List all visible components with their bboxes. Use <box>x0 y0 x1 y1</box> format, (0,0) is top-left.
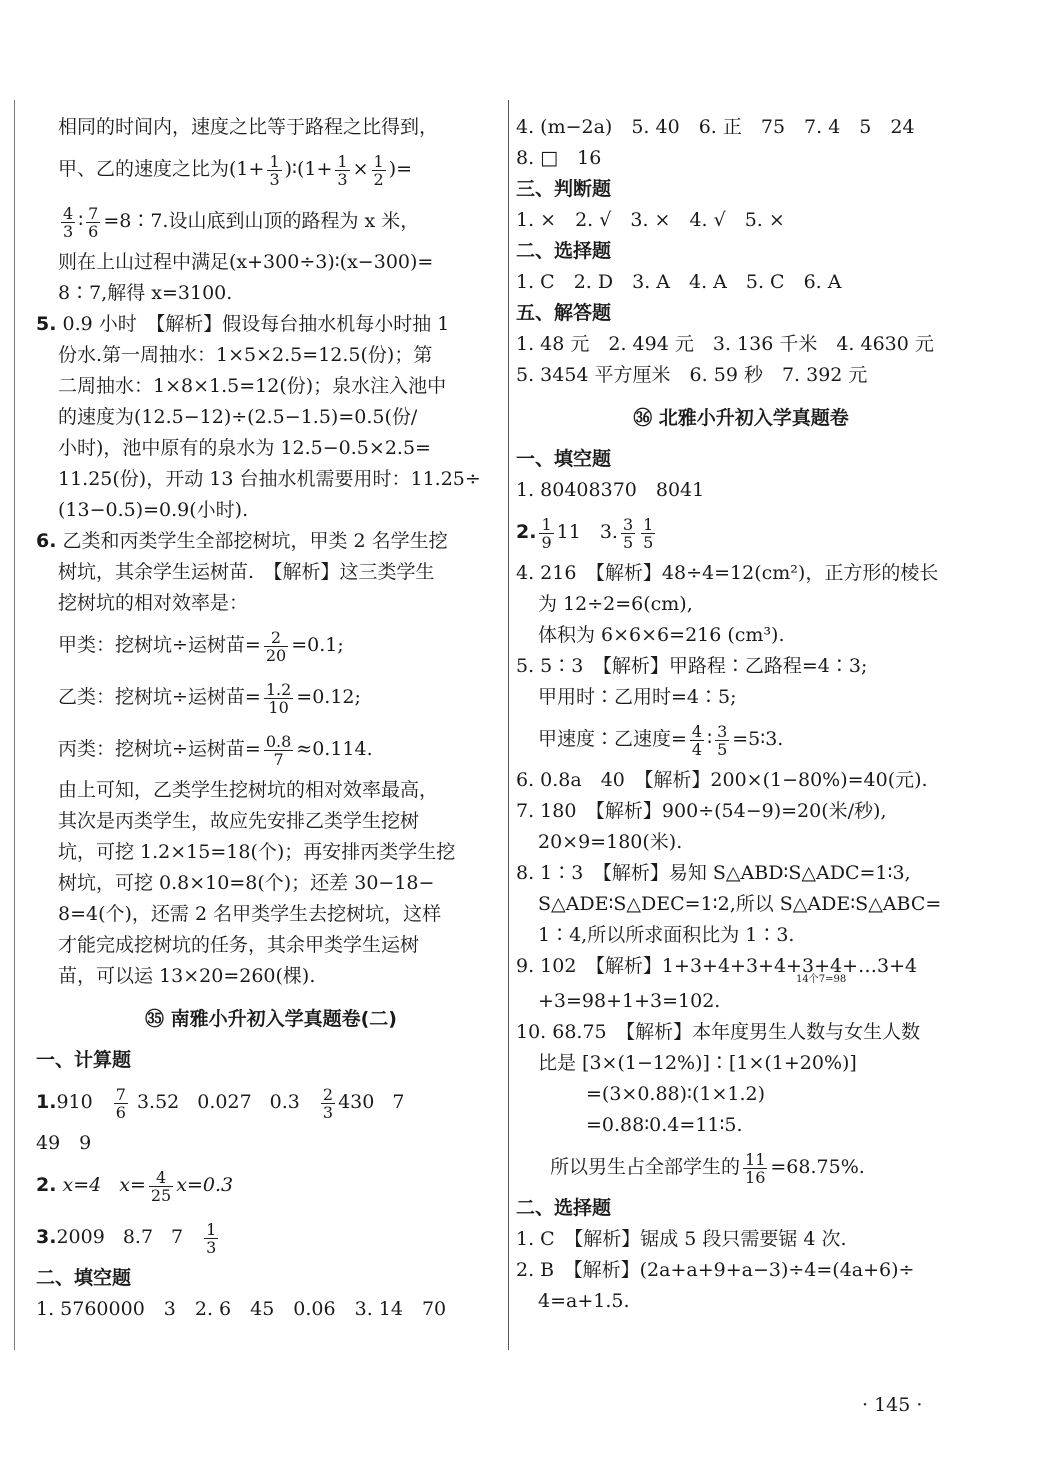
text-line: 丙类：挖树坑÷运树苗= $\frac{0.8}{7}$ ≈0.114. <box>58 731 373 769</box>
text-line: 相同的时间内，速度之比等于路程之比得到， <box>58 116 439 138</box>
fill-1: 1. 80408370 8041 <box>516 479 705 501</box>
calc-3: 3.2009 8.7 7 $\frac{1}{3}$ <box>36 1219 217 1257</box>
heading-fill: 一、填空题 <box>516 448 612 470</box>
fraction: $\frac{3}{5}$ <box>622 514 634 552</box>
text-line: 8=4(个)，还需 2 名甲类学生去挖树坑，这样 <box>58 903 442 925</box>
text-line: 坑，可挖 1.2×15=18(个)；再安排丙类学生挖 <box>58 841 456 863</box>
fill-9: 9. 102 【解析】1+3+4+3+4+3+4+…3+4 <box>516 955 918 977</box>
heading-answer: 五、解答题 <box>516 302 612 324</box>
text-line: S△ADE∶S△DEC=1∶2,所以 S△ADE∶S△ABC= <box>538 893 942 915</box>
text-line: 其次是丙类学生，故应先安排乙类学生挖树 <box>58 810 420 832</box>
left-margin-rule <box>14 100 15 1350</box>
right-column <box>516 112 966 1317</box>
judge-answers: 1. × 2. √ 3. × 4. √ 5. × <box>516 209 785 231</box>
page-number: · 145 · <box>862 1394 923 1416</box>
text-line: 树坑，可挖 0.8×10=8(个)；还差 30−18− <box>58 872 435 894</box>
text-line: 的速度为(12.5−12)÷(2.5−1.5)=0.5(份/ <box>58 406 418 428</box>
text-line: 乙类：挖树坑÷运树苗= $\frac{1.2}{10}$ =0.12; <box>58 679 361 717</box>
choice-1: 1. C 【解析】锯成 5 段只需要锯 4 次. <box>516 1228 847 1250</box>
heading-choice-2: 二、选择题 <box>516 1197 612 1219</box>
text-line: 苗，可以运 13×20=260(棵). <box>58 965 316 987</box>
fraction: $\frac{3}{5}$ <box>717 721 728 759</box>
fraction: $\frac{4}{4}$ <box>691 721 703 759</box>
question-5: 5. 0.9 小时 【解析】假设每台抽水机每小时抽 1 <box>36 313 450 335</box>
fill-1: 1. 5760000 3 2. 6 45 0.06 3. 14 70 <box>36 1298 447 1320</box>
text-line: 树坑，其余学生运树苗. 【解析】这三类学生 <box>58 561 435 583</box>
fraction: $\frac{4}{3}$ <box>63 203 74 241</box>
fraction: $\frac{1}{3}$ <box>269 151 280 189</box>
text-line: (13−0.5)=0.9(小时). <box>58 499 249 521</box>
text-line: 所以男生占全部学生的 $\frac{11}{16}$ =68.75%. <box>550 1149 865 1187</box>
choice-answers: 1. C 2. D 3. A 4. A 5. C 6. A <box>516 271 842 293</box>
brace-note: 14个7=98 <box>796 974 847 985</box>
text-line: 8∶7,解得 x=3100. <box>58 282 233 304</box>
fill-10: 10. 68.75 【解析】本年度男生人数与女生人数 <box>516 1021 921 1043</box>
text-line: =0.88∶0.4=11∶5. <box>586 1114 743 1136</box>
fraction: $\frac{7}{6}$ <box>88 203 99 241</box>
fraction: $\frac{1}{2}$ <box>373 151 384 189</box>
text-line: 为 12÷2=6(cm), <box>538 593 693 615</box>
text-line: 甲类：挖树坑÷运树苗= $\frac{2}{20}$ =0.1; <box>58 627 344 665</box>
calc-2: 2. x=4 x= $\frac{4}{25}$ x=0.3 <box>36 1167 234 1205</box>
fill-2: 2. $\frac{1}{9}$ 11 3. $\frac{3}{5}$ $\frac{1}{5}$ <box>516 514 654 552</box>
fill-5: 5. 5∶3 【解析】甲路程∶乙路程=4∶3; <box>516 655 868 677</box>
text-line: 则在上山过程中满足(x+300÷3)∶(x−300)= <box>58 251 434 273</box>
text-line: 比是 [3×(1−12%)]∶[1×(1+20%)] <box>538 1052 857 1074</box>
fraction: $\frac{2}{3}$ <box>322 1084 334 1122</box>
fraction: $\frac{1}{9}$ <box>541 514 552 552</box>
text-line: 体积为 6×6×6=216 (cm³). <box>538 624 785 646</box>
fill-8: 8. 1∶3 【解析】易知 S△ABD∶S△ADC=1∶3, <box>516 862 911 884</box>
section-title: ㉟ 南雅小升初入学真题卷(二) <box>145 1008 397 1030</box>
calc-1: 1.910 $\frac{7}{6}$ 3.52 0.027 0.3 $\frac{2}{3}$ 430 7 <box>36 1084 405 1122</box>
heading-fill: 二、填空题 <box>36 1267 132 1289</box>
text-line: 才能完成挖树坑的任务，其余甲类学生运树 <box>58 934 420 956</box>
fraction: $\frac{0.8}{7}$ <box>265 731 292 769</box>
fraction: $\frac{4}{25}$ <box>150 1167 172 1205</box>
fraction: $\frac{11}{16}$ <box>745 1149 766 1187</box>
fill-4: 4. 216 【解析】48÷4=12(cm²)，正方形的棱长 <box>516 562 939 584</box>
heading-calc: 一、计算题 <box>36 1049 132 1071</box>
text-line: 20×9=180(米). <box>538 831 683 853</box>
text-line: 8. □ 16 <box>516 147 602 169</box>
text-line: 甲速度∶乙速度= $\frac{4}{4}$ ∶ $\frac{3}{5}$ =5∶3. <box>538 721 784 759</box>
text-line: 4=a+1.5. <box>538 1290 630 1312</box>
text-line: =(3×0.88)∶(1×1.2) <box>586 1083 766 1105</box>
fraction: $\frac{1}{5}$ <box>643 514 654 552</box>
text-line: 挖树坑的相对效率是： <box>58 592 249 614</box>
text-line: 甲用时∶乙用时=4∶5; <box>538 686 737 708</box>
left-column <box>36 112 506 1325</box>
text-line: 由上可知，乙类学生挖树坑的相对效率最高， <box>58 779 439 801</box>
fraction: $\frac{1}{3}$ <box>337 151 348 189</box>
text-line: 甲、乙的速度之比为(1+ $\frac{1}{3}$ )∶(1+ $\frac{1}{3}$ × $\frac{1}{2}$ )= <box>58 151 413 189</box>
answer-line: 1. 48 元 2. 494 元 3. 136 千米 4. 4630 元 <box>516 333 934 355</box>
calc-1-cont: 49 9 <box>36 1132 92 1154</box>
fraction: $\frac{1}{3}$ <box>206 1219 217 1257</box>
text-line: $\frac{4}{3}$ ∶ $\frac{7}{6}$ =8∶7.设山底到山顶的路程为 x 米， <box>63 203 420 241</box>
text-line: 份水.第一周抽水：1×5×2.5=12.5(份)；第 <box>58 344 433 366</box>
question-6: 6. 乙类和丙类学生全部挖树坑，甲类 2 名学生挖 <box>36 530 448 552</box>
column-divider <box>508 100 509 1350</box>
text-line: 4. (m−2a) 5. 40 6. 正 75 7. 4 5 24 <box>516 116 915 138</box>
text-line: 11.25(份)，开动 13 台抽水机需要用时：11.25÷ <box>58 468 481 490</box>
text-line: 二周抽水：1×8×1.5=12(份)；泉水注入池中 <box>58 375 447 397</box>
fraction: $\frac{7}{6}$ <box>115 1084 126 1122</box>
fraction: $\frac{2}{20}$ <box>265 627 287 665</box>
text-line: 1∶4,所以所求面积比为 1∶3. <box>538 924 795 946</box>
text-line: +3=98+1+3=102. <box>538 990 721 1012</box>
answer-line: 5. 3454 平方厘米 6. 59 秒 7. 392 元 <box>516 364 868 386</box>
heading-choice: 二、选择题 <box>516 240 612 262</box>
choice-2: 2. B 【解析】(2a+a+9+a−3)÷4=(4a+6)÷ <box>516 1259 915 1281</box>
fill-6: 6. 0.8a 40 【解析】200×(1−80%)=40(元). <box>516 769 928 791</box>
fill-7: 7. 180 【解析】900÷(54−9)=20(米/秒), <box>516 800 887 822</box>
fraction: $\frac{1.2}{10}$ <box>265 679 292 717</box>
section-title: ㊱ 北雅小升初入学真题卷 <box>633 407 849 429</box>
heading-judge: 三、判断题 <box>516 178 612 200</box>
text-line: 小时)，池中原有的泉水为 12.5−0.5×2.5= <box>58 437 431 459</box>
